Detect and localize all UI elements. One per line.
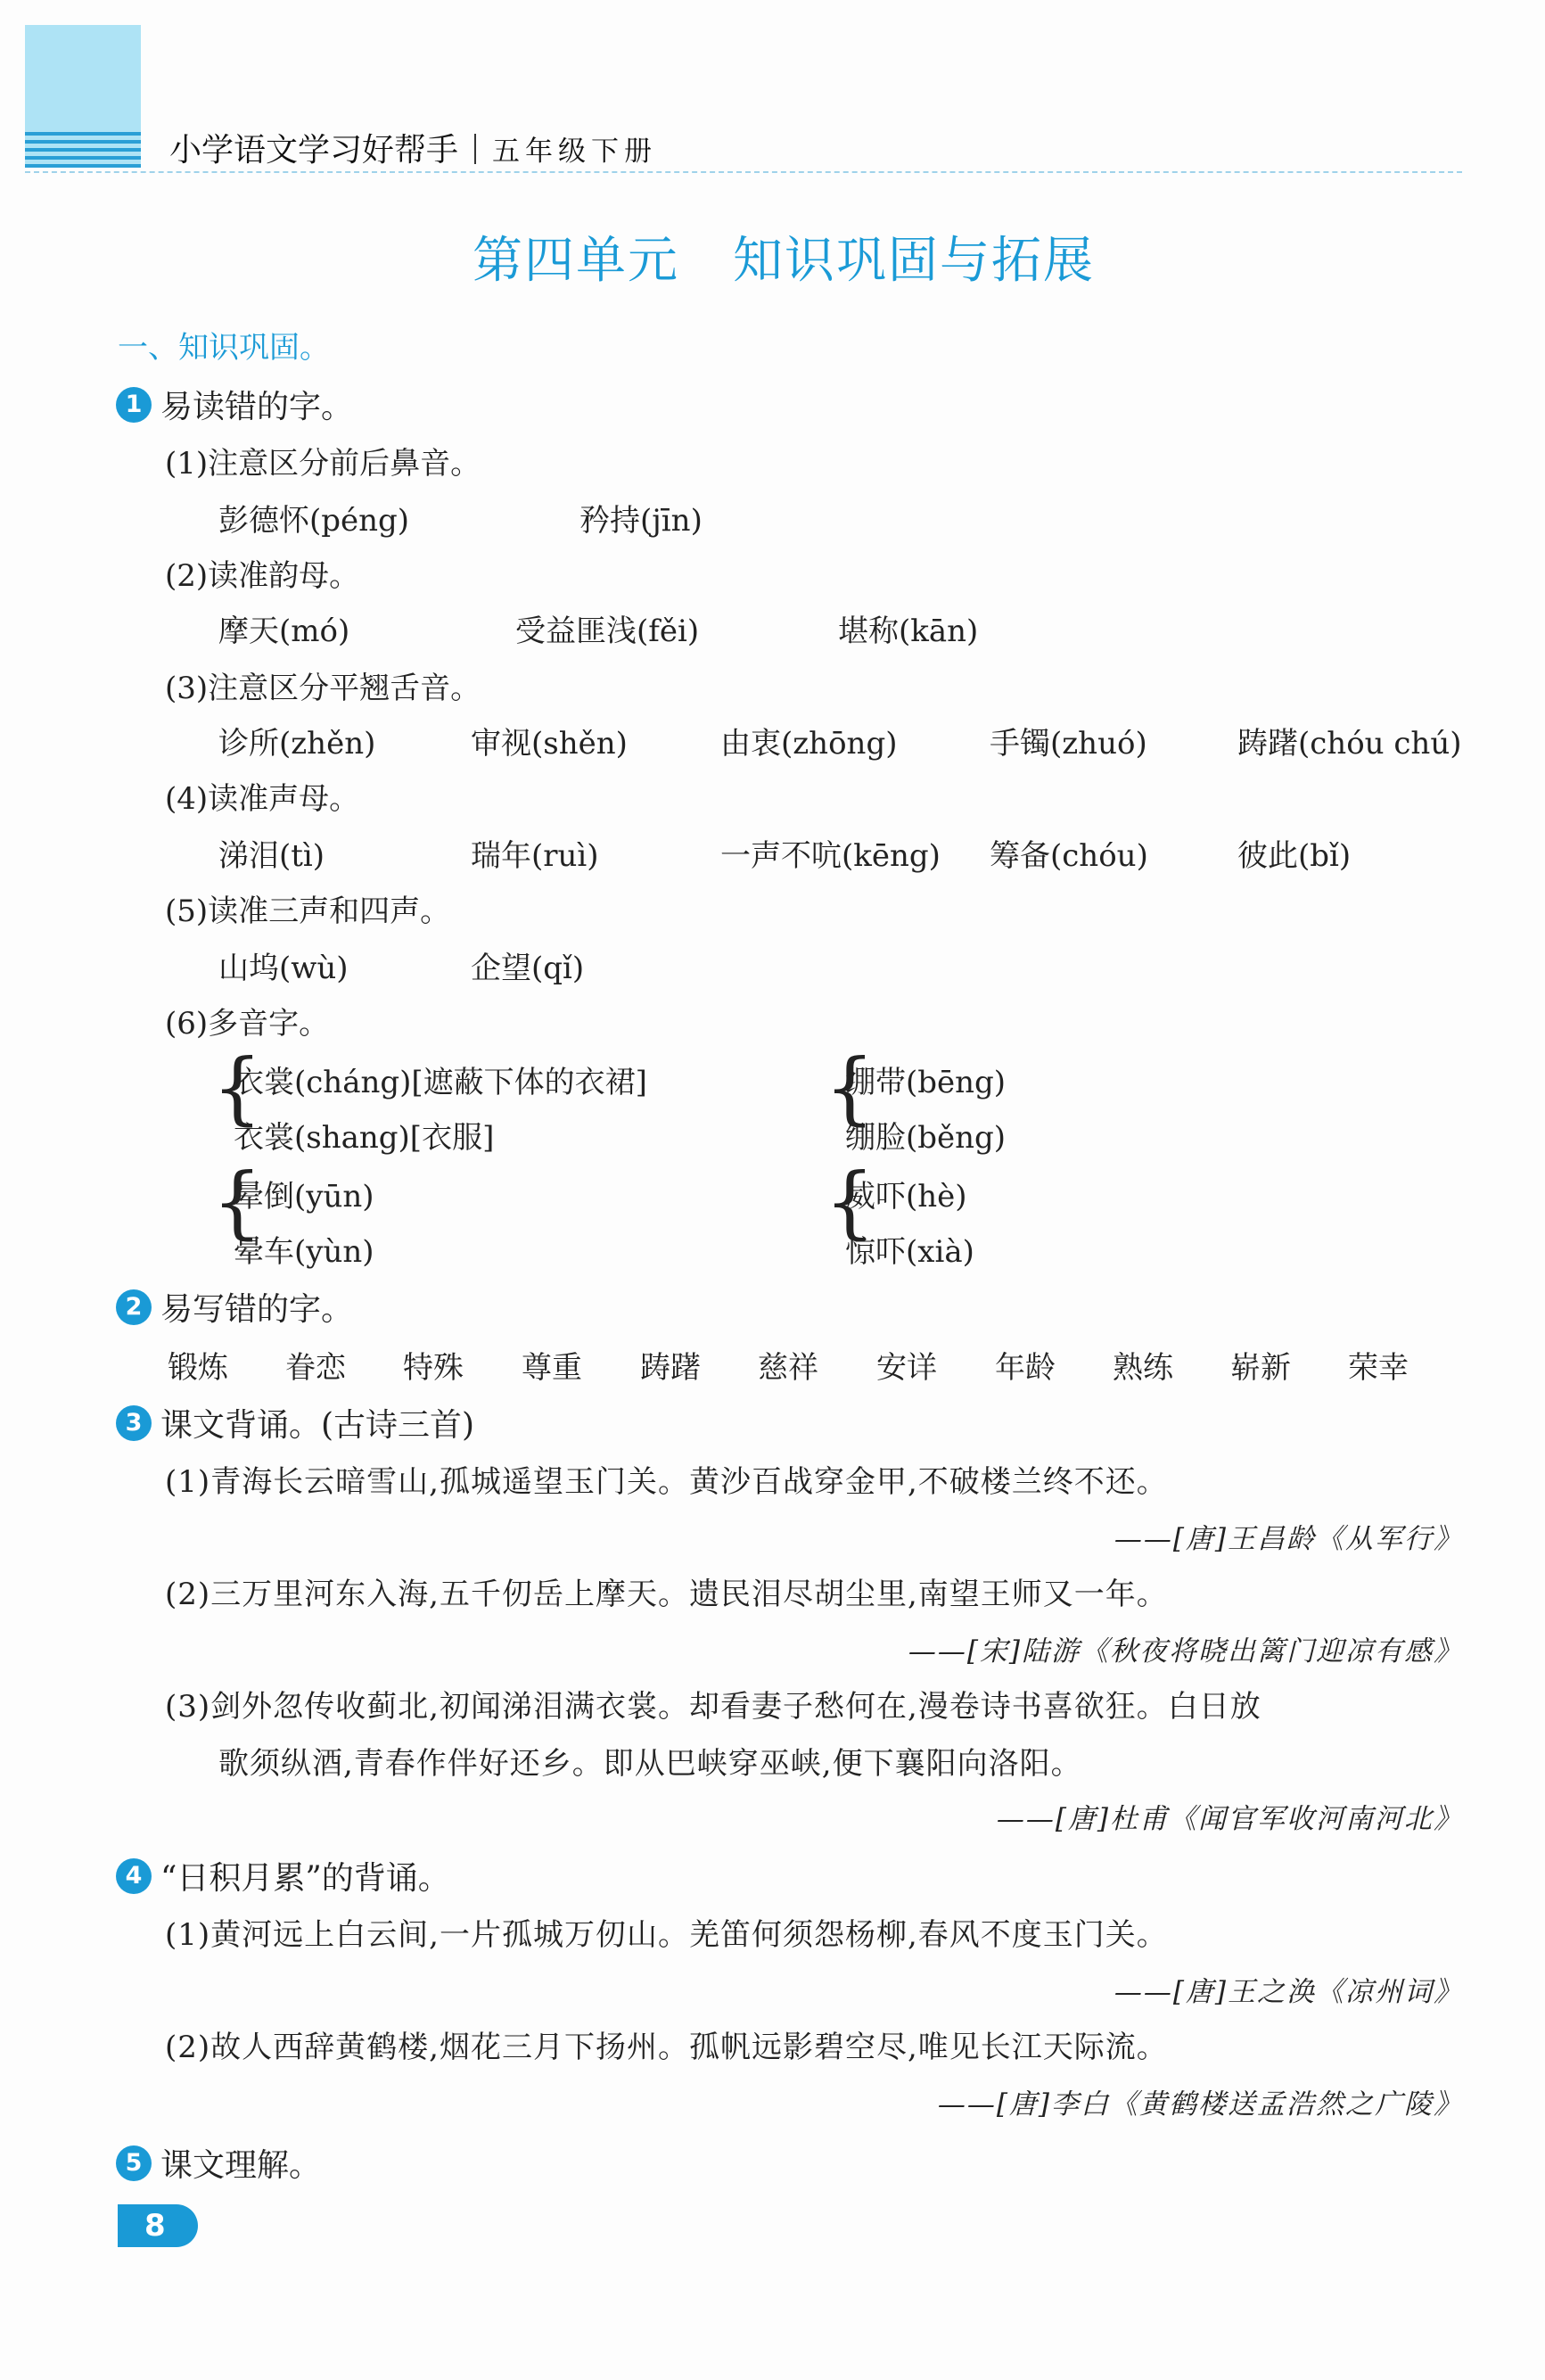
polyphone-item: 绷脸(běng) <box>845 1120 1007 1156</box>
question-number-badge: 3 <box>116 1405 152 1441</box>
unit-title-number: 第四单元 <box>473 232 679 290</box>
unit-title <box>473 221 1095 292</box>
book-title: 小学语文学习好帮手 <box>169 132 459 169</box>
word-item: 踌躇(chóu chú) <box>1237 726 1462 762</box>
question-3 <box>116 1400 474 1445</box>
poem-line: (1)青海长云暗雪山,孤城遥望玉门关。黄沙百战穿金甲,不破楼兰终不还。 <box>165 1464 1168 1500</box>
poem-line: (1)黄河远上白云间,一片孤城万仞山。羌笛何须怨杨柳,春风不度玉门关。 <box>165 1917 1168 1953</box>
question-1 <box>116 382 353 427</box>
poem-line: (2)故人西辞黄鹤楼,烟花三月下扬州。孤帆远影碧空尽,唯见长江天际流。 <box>165 2030 1168 2065</box>
polyphone-item: 衣裳(cháng)[遮蔽下体的衣裙] <box>234 1065 647 1100</box>
polyphone-item: 惊吓(xià) <box>845 1234 974 1270</box>
poem-line: 歌须纵酒,青春作伴好还乡。即从巴峡穿巫峡,便下襄阳向洛阳。 <box>218 1746 1082 1782</box>
word-item: 一声不吭(kēng) <box>720 838 941 874</box>
poem-source: ——[唐]李白《黄鹤楼送孟浩然之广陵》 <box>937 2088 1463 2121</box>
brace-glyph: { <box>825 1156 875 1248</box>
word-item: 踌躇 <box>640 1350 701 1386</box>
word-item: 荣幸 <box>1348 1350 1409 1386</box>
word-item: 熟练 <box>1113 1350 1173 1386</box>
question-5 <box>116 2140 321 2186</box>
subquestion-label: (5)读准三声和四声。 <box>165 894 451 929</box>
word-item: 筹备(chóu) <box>990 838 1148 874</box>
word-item: 手镯(zhuó) <box>990 726 1147 762</box>
word-item: 摩天(mó) <box>218 614 350 649</box>
word-item: 尊重 <box>522 1350 582 1386</box>
word-item: 安详 <box>876 1350 937 1386</box>
question-number-badge: 2 <box>116 1289 152 1325</box>
brace-glyph: { <box>825 1042 875 1133</box>
word-item: 诊所(zhěn) <box>218 726 376 762</box>
header-divider <box>25 171 1462 173</box>
subquestion-label: (2)读准韵母。 <box>165 558 360 594</box>
section-heading: 一、知识巩固。 <box>118 330 330 366</box>
word-item: 锻炼 <box>168 1350 228 1386</box>
question-title: 易写错的字。 <box>160 1291 354 1328</box>
question-number-badge: 5 <box>116 2145 152 2181</box>
question-title: 课文理解。 <box>160 2147 322 2184</box>
brace-glyph: { <box>212 1156 262 1248</box>
word-item: 彭德怀(péng) <box>218 503 410 539</box>
subquestion-label: (3)注意区分平翘舌音。 <box>165 671 481 706</box>
polyphone-item: 威吓(hè) <box>845 1179 967 1215</box>
unit-title-text: 知识巩固与拓展 <box>733 232 1095 290</box>
word-item: 眷恋 <box>285 1350 346 1386</box>
brace-glyph: { <box>212 1042 262 1133</box>
word-item: 由衷(zhōng) <box>720 726 898 762</box>
polyphone-item: 晕倒(yūn) <box>234 1179 374 1215</box>
poem-source: ——[唐]杜甫《闻官军收河南河北》 <box>996 1803 1463 1835</box>
question-title: “日积月累”的背诵。 <box>160 1860 450 1897</box>
question-number-badge: 1 <box>116 387 152 423</box>
poem-source: ——[唐]王昌龄《从军行》 <box>1114 1523 1463 1555</box>
word-item: 山坞(wù) <box>218 951 349 986</box>
word-item: 受益匪浅(fěi) <box>515 614 700 649</box>
question-4 <box>116 1853 450 1898</box>
poem-source: ——[宋]陆游《秋夜将晓出篱门迎凉有感》 <box>908 1635 1463 1668</box>
poem-line: (3)剑外忽传收蓟北,初闻涕泪满衣裳。却看妻子愁何在,漫卷诗书喜欲狂。白日放 <box>165 1689 1261 1725</box>
question-number-badge: 4 <box>116 1858 152 1894</box>
subquestion-label: (1)注意区分前后鼻音。 <box>165 446 481 482</box>
word-item: 矜持(jīn) <box>579 503 703 539</box>
word-item: 年龄 <box>995 1350 1056 1386</box>
word-item: 慈祥 <box>758 1350 818 1386</box>
word-item: 崭新 <box>1230 1350 1291 1386</box>
book-grade: 五年级下册 <box>492 136 658 168</box>
word-item: 涕泪(tì) <box>218 838 325 874</box>
header-stripes <box>25 132 141 169</box>
word-item: 特殊 <box>403 1350 464 1386</box>
word-item: 审视(shěn) <box>471 726 628 762</box>
polyphone-item: 绷带(bēng) <box>845 1065 1007 1100</box>
subquestion-label: (4)读准声母。 <box>165 781 360 817</box>
header-separator <box>474 134 476 164</box>
page-number: 8 <box>118 2204 198 2247</box>
poem-source: ——[唐]王之涣《凉州词》 <box>1114 1976 1463 2008</box>
polyphone-item: 晕车(yùn) <box>234 1234 374 1270</box>
polyphone-item: 衣裳(shang)[衣服] <box>234 1120 495 1156</box>
word-item: 堪称(kān) <box>838 614 979 649</box>
word-item: 彼此(bǐ) <box>1237 838 1352 874</box>
question-2 <box>116 1284 353 1330</box>
poem-line: (2)三万里河东入海,五千仞岳上摩天。遗民泪尽胡尘里,南望王师又一年。 <box>165 1577 1168 1612</box>
subquestion-label: (6)多音字。 <box>165 1006 330 1042</box>
question-title: 课文背诵。(古诗三首) <box>160 1407 475 1444</box>
word-item: 企望(qǐ) <box>471 951 585 986</box>
book-header <box>169 125 657 170</box>
word-item: 瑞年(ruì) <box>471 838 599 874</box>
question-title: 易读错的字。 <box>160 389 354 425</box>
